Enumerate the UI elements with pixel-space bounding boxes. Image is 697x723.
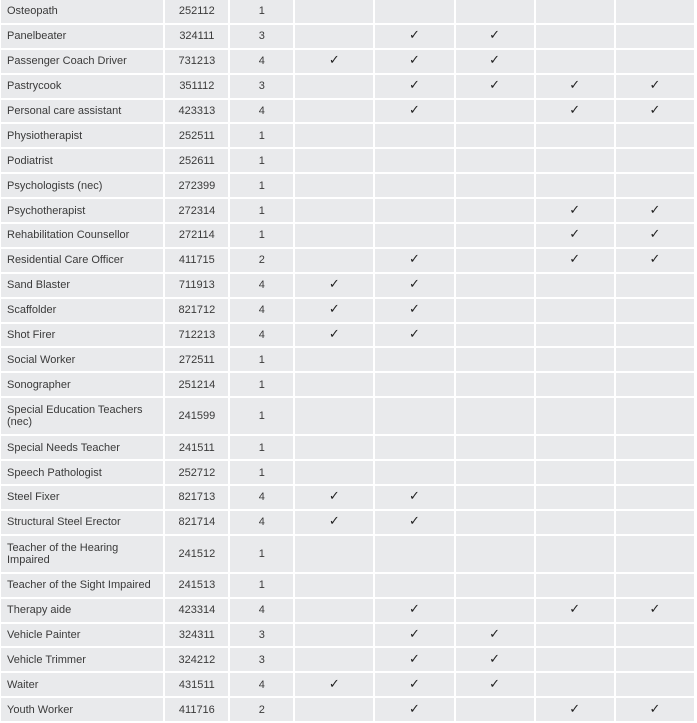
checkmark-icon: ✓: [328, 514, 340, 530]
occupation-code: 252511: [165, 124, 228, 147]
skill-level: 3: [230, 75, 293, 98]
occupation-name: Passenger Coach Driver: [1, 50, 163, 73]
table-row: [1, 511, 694, 534]
check-cell-5: [616, 124, 694, 147]
skill-level: 4: [230, 599, 293, 622]
check-cell-4: [536, 25, 614, 48]
checkmark-icon: ✓: [489, 78, 501, 94]
check-cell-5: [616, 624, 694, 647]
occupation-code: 252611: [165, 149, 228, 172]
table-row: [1, 373, 694, 396]
occupation-code: 821712: [165, 299, 228, 322]
check-cell-3: [456, 624, 534, 647]
table-row: [1, 149, 694, 172]
checkmark-icon: ✓: [408, 28, 420, 44]
table-row: [1, 698, 694, 721]
check-cell-3: [456, 75, 534, 98]
check-cell-1: [295, 299, 373, 322]
occupation-code: 423313: [165, 100, 228, 123]
skill-level: 1: [230, 0, 293, 23]
skill-level: 4: [230, 486, 293, 509]
occupation-name: Special Education Teachers (nec): [1, 398, 163, 434]
checkmark-icon: ✓: [408, 327, 420, 343]
checkmark-icon: ✓: [569, 602, 581, 618]
check-cell-4: [536, 0, 614, 23]
check-cell-3: [456, 348, 534, 371]
checkmark-icon: ✓: [569, 78, 581, 94]
check-cell-3: [456, 124, 534, 147]
check-cell-5: [616, 274, 694, 297]
check-cell-1: [295, 149, 373, 172]
check-cell-3: [456, 100, 534, 123]
checkmark-icon: ✓: [328, 676, 340, 692]
occupation-name: Personal care assistant: [1, 100, 163, 123]
checkmark-icon: ✓: [408, 602, 420, 618]
checkmark-icon: ✓: [569, 103, 581, 118]
check-cell-5: [616, 536, 694, 572]
occupation-code: 821714: [165, 511, 228, 534]
skill-level: 1: [230, 224, 293, 247]
check-cell-3: [456, 574, 534, 597]
check-cell-5: [616, 461, 694, 484]
checkmark-icon: ✓: [569, 227, 581, 243]
check-cell-3: [456, 398, 534, 434]
check-cell-3: [456, 199, 534, 222]
table-row: [1, 398, 694, 434]
skill-level: 4: [230, 100, 293, 123]
check-cell-2: [375, 373, 453, 396]
check-cell-2: [375, 0, 453, 23]
check-cell-1: [295, 624, 373, 647]
check-cell-4: [536, 648, 614, 671]
check-cell-4: [536, 398, 614, 434]
table-row: [1, 574, 694, 597]
check-cell-1: [295, 373, 373, 396]
check-cell-4: [536, 75, 614, 98]
table-row: [1, 274, 694, 297]
occupation-name: Podiatrist: [1, 149, 163, 172]
checkmark-icon: ✓: [328, 277, 340, 293]
skill-level: 4: [230, 299, 293, 322]
occupation-name: Psychotherapist: [1, 199, 163, 222]
check-cell-1: [295, 536, 373, 572]
table-row: [1, 624, 694, 647]
check-cell-1: [295, 698, 373, 721]
occupation-code: 324311: [165, 624, 228, 647]
occupation-name: Teacher of the Sight Impaired: [1, 574, 163, 597]
check-cell-2: [375, 149, 453, 172]
checkmark-icon: ✓: [489, 627, 501, 643]
skill-level: 1: [230, 436, 293, 459]
check-cell-1: [295, 174, 373, 197]
skill-level: 1: [230, 461, 293, 484]
table-row: [1, 100, 694, 123]
table-row: [1, 174, 694, 197]
check-cell-1: [295, 436, 373, 459]
check-cell-5: [616, 224, 694, 247]
check-cell-1: [295, 124, 373, 147]
table-row: [1, 599, 694, 622]
check-cell-2: [375, 174, 453, 197]
check-cell-2: [375, 461, 453, 484]
occupation-name: Sand Blaster: [1, 274, 163, 297]
skill-level: 1: [230, 348, 293, 371]
check-cell-5: [616, 174, 694, 197]
check-cell-2: [375, 511, 453, 534]
check-cell-5: [616, 100, 694, 123]
check-cell-4: [536, 124, 614, 147]
occupation-name: Waiter: [1, 673, 163, 696]
check-cell-3: [456, 436, 534, 459]
check-cell-2: [375, 698, 453, 721]
check-cell-2: [375, 574, 453, 597]
occupation-code: 712213: [165, 324, 228, 347]
check-cell-3: [456, 486, 534, 509]
check-cell-4: [536, 698, 614, 721]
checkmark-icon: ✓: [649, 602, 661, 618]
checkmark-icon: ✓: [489, 651, 501, 667]
table-row: [1, 348, 694, 371]
check-cell-1: [295, 50, 373, 73]
check-cell-1: [295, 0, 373, 23]
table-row: [1, 436, 694, 459]
checkmark-icon: ✓: [649, 701, 661, 717]
check-cell-3: [456, 174, 534, 197]
table-row: [1, 0, 694, 23]
check-cell-1: [295, 461, 373, 484]
occupation-code: 411716: [165, 698, 228, 721]
check-cell-5: [616, 511, 694, 534]
occupation-name: Therapy aide: [1, 599, 163, 622]
check-cell-5: [616, 599, 694, 622]
table-row: [1, 75, 694, 98]
check-cell-5: [616, 149, 694, 172]
occupation-name: Special Needs Teacher: [1, 436, 163, 459]
check-cell-1: [295, 673, 373, 696]
occupation-code: 423314: [165, 599, 228, 622]
check-cell-5: [616, 648, 694, 671]
check-cell-2: [375, 348, 453, 371]
checkmark-icon: ✓: [408, 676, 420, 692]
check-cell-4: [536, 274, 614, 297]
skill-level: 1: [230, 536, 293, 572]
checkmark-icon: ✓: [649, 252, 661, 268]
check-cell-2: [375, 624, 453, 647]
check-cell-2: [375, 436, 453, 459]
occupation-code: 351112: [165, 75, 228, 98]
check-cell-3: [456, 324, 534, 347]
table-row: [1, 461, 694, 484]
check-cell-2: [375, 536, 453, 572]
checkmark-icon: ✓: [408, 701, 420, 717]
check-cell-1: [295, 199, 373, 222]
check-cell-5: [616, 25, 694, 48]
occupation-name: Teacher of the Hearing Impaired: [1, 536, 163, 572]
checkmark-icon: ✓: [328, 327, 340, 343]
occupation-code: 252712: [165, 461, 228, 484]
checkmark-icon: ✓: [649, 103, 661, 118]
occupation-name: Panelbeater: [1, 25, 163, 48]
check-cell-4: [536, 174, 614, 197]
skill-level: 3: [230, 25, 293, 48]
skill-level: 4: [230, 274, 293, 297]
occupation-name: Steel Fixer: [1, 486, 163, 509]
table-row: [1, 124, 694, 147]
skill-level: 2: [230, 698, 293, 721]
check-cell-4: [536, 100, 614, 123]
occupation-code: 272114: [165, 224, 228, 247]
check-cell-5: [616, 436, 694, 459]
checkmark-icon: ✓: [569, 252, 581, 268]
occupation-code: 241512: [165, 536, 228, 572]
check-cell-5: [616, 75, 694, 98]
check-cell-5: [616, 673, 694, 696]
checkmark-icon: ✓: [328, 302, 340, 318]
occupation-name: Pastrycook: [1, 75, 163, 98]
check-cell-1: [295, 274, 373, 297]
check-cell-4: [536, 511, 614, 534]
check-cell-3: [456, 224, 534, 247]
check-cell-4: [536, 673, 614, 696]
checkmark-icon: ✓: [408, 53, 420, 69]
occupation-code: 272511: [165, 348, 228, 371]
skill-level: 1: [230, 174, 293, 197]
occupation-code: 411715: [165, 249, 228, 272]
occupation-name: Scaffolder: [1, 299, 163, 322]
check-cell-3: [456, 373, 534, 396]
check-cell-4: [536, 373, 614, 396]
occupation-code: 272399: [165, 174, 228, 197]
checkmark-icon: ✓: [649, 227, 661, 243]
occupation-name: Sonographer: [1, 373, 163, 396]
checkmark-icon: ✓: [328, 489, 340, 505]
table-row: [1, 50, 694, 73]
table-row: [1, 199, 694, 222]
check-cell-1: [295, 648, 373, 671]
checkmark-icon: ✓: [649, 202, 661, 218]
table-row: [1, 648, 694, 671]
skill-level: 1: [230, 149, 293, 172]
occupation-code: 251214: [165, 373, 228, 396]
check-cell-2: [375, 648, 453, 671]
checkmark-icon: ✓: [408, 627, 420, 643]
table-row: [1, 299, 694, 322]
checkmark-icon: ✓: [408, 252, 420, 268]
skill-level: 3: [230, 624, 293, 647]
checkmark-icon: ✓: [569, 701, 581, 717]
check-cell-5: [616, 398, 694, 434]
check-cell-4: [536, 324, 614, 347]
check-cell-5: [616, 574, 694, 597]
check-cell-2: [375, 299, 453, 322]
check-cell-5: [616, 486, 694, 509]
check-cell-3: [456, 673, 534, 696]
check-cell-1: [295, 398, 373, 434]
occupation-name: Residential Care Officer: [1, 249, 163, 272]
table-row: [1, 224, 694, 247]
checkmark-icon: ✓: [649, 78, 661, 94]
check-cell-2: [375, 224, 453, 247]
occupation-name: Rehabilitation Counsellor: [1, 224, 163, 247]
table-row: [1, 486, 694, 509]
occupation-code: 711913: [165, 274, 228, 297]
skill-level: 4: [230, 673, 293, 696]
check-cell-4: [536, 599, 614, 622]
check-cell-2: [375, 398, 453, 434]
checkmark-icon: ✓: [489, 53, 501, 69]
occupation-code: 324212: [165, 648, 228, 671]
check-cell-5: [616, 249, 694, 272]
check-cell-5: [616, 199, 694, 222]
occupation-name: Physiotherapist: [1, 124, 163, 147]
occupation-name: Youth Worker: [1, 698, 163, 721]
check-cell-3: [456, 511, 534, 534]
check-cell-2: [375, 124, 453, 147]
check-cell-4: [536, 436, 614, 459]
table-row: [1, 324, 694, 347]
skill-level: 1: [230, 124, 293, 147]
check-cell-3: [456, 249, 534, 272]
check-cell-5: [616, 299, 694, 322]
check-cell-1: [295, 75, 373, 98]
skill-level: 1: [230, 574, 293, 597]
check-cell-5: [616, 0, 694, 23]
checkmark-icon: ✓: [408, 277, 420, 293]
check-cell-1: [295, 224, 373, 247]
occupation-code: 241513: [165, 574, 228, 597]
check-cell-1: [295, 348, 373, 371]
check-cell-2: [375, 673, 453, 696]
check-cell-2: [375, 599, 453, 622]
table-row: [1, 673, 694, 696]
check-cell-4: [536, 249, 614, 272]
occupation-code: 431511: [165, 673, 228, 696]
table-row: [1, 249, 694, 272]
checkmark-icon: ✓: [408, 302, 420, 318]
check-cell-4: [536, 348, 614, 371]
check-cell-2: [375, 324, 453, 347]
check-cell-1: [295, 249, 373, 272]
occupation-code: 241511: [165, 436, 228, 459]
occupation-code: 241599: [165, 398, 228, 434]
check-cell-2: [375, 100, 453, 123]
check-cell-4: [536, 299, 614, 322]
check-cell-4: [536, 224, 614, 247]
occupation-name: Psychologists (nec): [1, 174, 163, 197]
check-cell-5: [616, 348, 694, 371]
check-cell-3: [456, 299, 534, 322]
checkmark-icon: ✓: [408, 514, 420, 530]
check-cell-3: [456, 599, 534, 622]
check-cell-4: [536, 149, 614, 172]
check-cell-4: [536, 199, 614, 222]
check-cell-3: [456, 25, 534, 48]
check-cell-4: [536, 486, 614, 509]
skill-level: 4: [230, 50, 293, 73]
check-cell-5: [616, 373, 694, 396]
check-cell-2: [375, 25, 453, 48]
check-cell-3: [456, 461, 534, 484]
table-row: [1, 536, 694, 572]
check-cell-5: [616, 324, 694, 347]
occupation-code: 731213: [165, 50, 228, 73]
check-cell-3: [456, 698, 534, 721]
check-cell-2: [375, 249, 453, 272]
check-cell-4: [536, 461, 614, 484]
check-cell-4: [536, 574, 614, 597]
check-cell-3: [456, 0, 534, 23]
check-cell-2: [375, 274, 453, 297]
checkmark-icon: ✓: [408, 78, 420, 94]
occupation-name: Osteopath: [1, 0, 163, 23]
skill-level: 4: [230, 511, 293, 534]
check-cell-1: [295, 25, 373, 48]
check-cell-2: [375, 486, 453, 509]
check-cell-1: [295, 324, 373, 347]
check-cell-3: [456, 50, 534, 73]
skill-level: 2: [230, 249, 293, 272]
check-cell-1: [295, 486, 373, 509]
check-cell-1: [295, 599, 373, 622]
skill-level: 1: [230, 373, 293, 396]
check-cell-3: [456, 149, 534, 172]
check-cell-2: [375, 50, 453, 73]
check-cell-4: [536, 624, 614, 647]
check-cell-1: [295, 511, 373, 534]
occupation-code: 324111: [165, 25, 228, 48]
checkmark-icon: ✓: [489, 676, 501, 692]
occupation-code: 272314: [165, 199, 228, 222]
checkmark-icon: ✓: [489, 28, 501, 44]
occupation-name: Structural Steel Erector: [1, 511, 163, 534]
check-cell-2: [375, 75, 453, 98]
checkmark-icon: ✓: [328, 53, 340, 69]
check-cell-5: [616, 50, 694, 73]
checkmark-icon: ✓: [408, 489, 420, 505]
check-cell-1: [295, 100, 373, 123]
checkmark-icon: ✓: [408, 103, 420, 118]
check-cell-3: [456, 536, 534, 572]
checkmark-icon: ✓: [569, 202, 581, 218]
occupation-name: Shot Firer: [1, 324, 163, 347]
checkmark-icon: ✓: [408, 651, 420, 667]
occupation-name: Vehicle Painter: [1, 624, 163, 647]
check-cell-3: [456, 648, 534, 671]
occupation-name: Speech Pathologist: [1, 461, 163, 484]
occupation-code: 252112: [165, 0, 228, 23]
check-cell-1: [295, 574, 373, 597]
check-cell-3: [456, 274, 534, 297]
occupation-table-body: [1, 0, 694, 721]
check-cell-4: [536, 536, 614, 572]
check-cell-4: [536, 50, 614, 73]
skill-level: 3: [230, 648, 293, 671]
check-cell-2: [375, 199, 453, 222]
occupation-name: Vehicle Trimmer: [1, 648, 163, 671]
table-row: [1, 25, 694, 48]
occupation-code: 821713: [165, 486, 228, 509]
skill-level: 4: [230, 324, 293, 347]
skill-level: 1: [230, 199, 293, 222]
check-cell-5: [616, 698, 694, 721]
skill-level: 1: [230, 398, 293, 434]
occupation-name: Social Worker: [1, 348, 163, 371]
